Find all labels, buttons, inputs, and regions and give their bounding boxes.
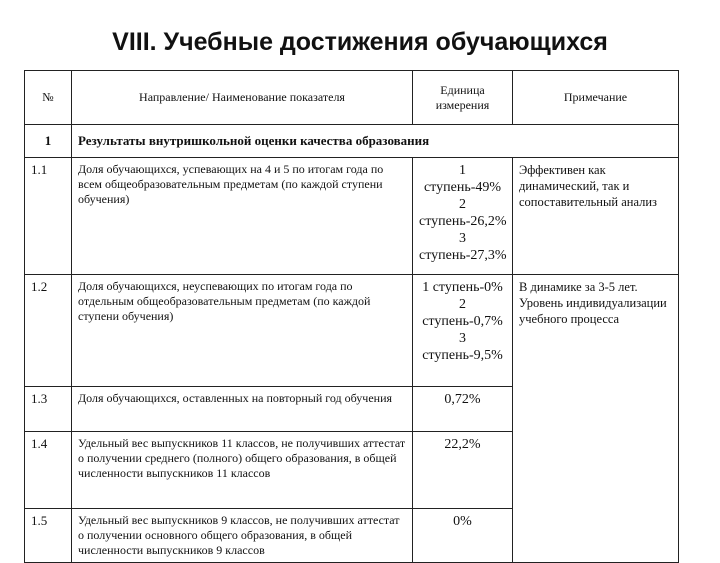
table-row xyxy=(25,275,679,387)
section-row xyxy=(25,125,679,158)
row-unit: 22,2% xyxy=(413,432,513,509)
row-unit: 0,72% xyxy=(413,387,513,432)
header-note: Примечание xyxy=(513,71,679,125)
section-title: Результаты внутришкольной оценки качества образования xyxy=(72,125,679,158)
row-num: 1.5 xyxy=(25,509,72,563)
header-indicator: Направление/ Наименование показателя xyxy=(72,71,413,125)
page-title: VIII. Учебные достижения обучающихся xyxy=(112,28,608,56)
achievements-table xyxy=(24,70,679,563)
row-num: 1.2 xyxy=(25,275,72,387)
table-row xyxy=(25,158,679,275)
row-indicator: Удельный вес выпускников 9 классов, не получивших аттестат о получении основного общего образования, в общей численности выпускников 9 классов xyxy=(72,509,413,563)
table-header-row xyxy=(25,71,679,125)
row-unit: 1 ступень-49% 2 ступень-26,2% 3 ступень-27,3% xyxy=(413,158,513,275)
row-num: 1.4 xyxy=(25,432,72,509)
row-indicator: Доля обучающихся, успевающих на 4 и 5 по итогам года по всем общеобразовательным предметам (по каждой ступени обучения) xyxy=(72,158,413,275)
row-num: 1.1 xyxy=(25,158,72,275)
row-indicator: Удельный вес выпускников 11 классов, не получивших аттестат о получении среднего (полного) общего образования, в общей численности выпускников 11 классов xyxy=(72,432,413,509)
row-indicator: Доля обучающихся, неуспевающих по итогам года по отдельным общеобразовательным предметам (по каждой ступени обучения) xyxy=(72,275,413,387)
row-note: Эффективен как динамический, так и сопоставительный анализ xyxy=(513,158,679,275)
row-num: 1.3 xyxy=(25,387,72,432)
row-unit: 1 ступень-0% 2 ступень-0,7% 3 ступень-9,5% xyxy=(413,275,513,387)
row-indicator: Доля обучающихся, оставленных на повторный год обучения xyxy=(72,387,413,432)
header-num: № xyxy=(25,71,72,125)
section-num: 1 xyxy=(25,125,72,158)
row-note: В динамике за 3-5 лет. Уровень индивидуализации учебного процесса xyxy=(513,275,679,563)
row-unit: 0% xyxy=(413,509,513,563)
header-unit: Единица измерения xyxy=(413,71,513,125)
